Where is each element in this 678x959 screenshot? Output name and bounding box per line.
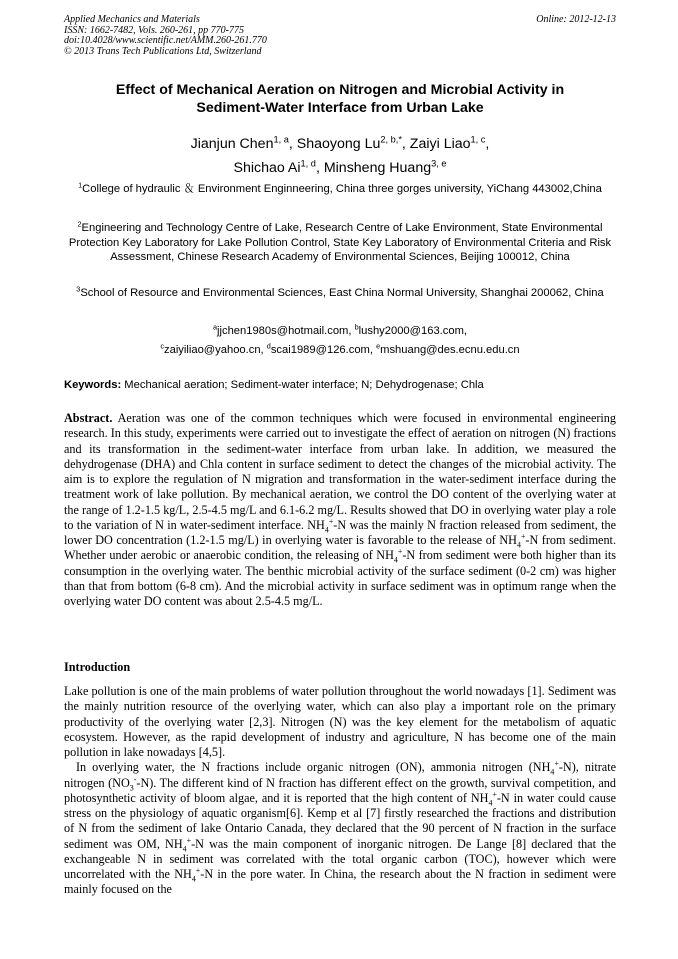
email-line-2	[64, 341, 616, 360]
title-line-1: Effect of Mechanical Aeration on Nitrogen and Microbial Activity in	[115, 82, 565, 98]
keywords-text: Mechanical aeration; Sediment-water interface; N; Dehydrogenase; Chla	[121, 379, 484, 391]
journal-header	[64, 15, 616, 57]
superscript: +	[520, 531, 526, 541]
author-name: Jianjun Chen	[190, 136, 274, 152]
author-separator: ,	[288, 136, 297, 152]
keywords-label: Keywords:	[64, 379, 122, 391]
author-name: Minsheng Huang	[323, 160, 432, 176]
subscript: 4	[182, 843, 187, 853]
email-mark: c	[160, 341, 164, 351]
affiliation-2	[64, 221, 616, 265]
affiliation-number: 2	[77, 219, 82, 229]
doi-line: doi:10.4028/www.scientific.net/AMM.260-261.770	[64, 35, 267, 47]
copyright-line: © 2013 Trans Tech Publications Ltd, Switzerland	[64, 45, 262, 57]
author-line-2	[64, 156, 616, 180]
email-address: scai1989@126.com,	[270, 344, 377, 356]
author-separator: ,	[401, 136, 410, 152]
author-affiliation-mark: 1, c	[470, 134, 486, 145]
paragraph-text: -N), nitrate nitrogen (NO	[64, 760, 616, 790]
subscript: 4	[550, 767, 555, 777]
author-name: Zaiyi Liao	[409, 136, 471, 152]
affiliation-number: 1	[78, 180, 83, 190]
abstract-text: -N from sediment. Whether under aerobic or anaerobic condition, the releasing of NH	[64, 533, 616, 563]
subscript: 4	[488, 798, 493, 808]
paragraph-text: In overlying water, the N fractions include organic nitrogen (ON), ammonia nitrogen (NH	[76, 760, 551, 775]
paragraph-text: -N in water could cause stress on the physiology of aquatic organism[6]. Kemp et al [7] firstly researched the fractions and distribution of N from the sediment of lake Ontario Canada, they declared that the 90 percent of N fraction in the surface sediment was OM, NH	[64, 790, 616, 851]
author-name: Shaoyong Lu	[296, 136, 381, 152]
author-affiliation-mark: 2, b,*	[380, 134, 402, 145]
affiliation-number: 3	[76, 284, 81, 294]
author-affiliation-mark: 3, e	[431, 158, 447, 169]
superscript: +	[492, 789, 497, 799]
superscript: -	[133, 774, 137, 784]
email-address: lushy2000@163.com,	[358, 325, 468, 337]
paragraph-text: -N in the pore water. In China, the research about the N fraction in sediment were mainly focused on the	[64, 867, 617, 897]
abstract-text: Aeration was one of the common techniques which were focused in environmental engineering research. In this study, experiments were carried out to investigate the effect of aeration on nitrogen (N) fractions and its transformation in the sediment-water interface from urban lake. In addition, we measured the dehydrogenase (DHA) and Chla content in surface sediment to detect the changes of the microbial activity. The aim is to explore the regulation of N migration and transformation in the water-sediment interface during the treatment work of lake pollution. By mechanical aeration, we control the DO content of the overlying water at the range of 1.2-1.5 kg/L, 2.5-4.5 mg/L and 6.1-6.2 mg/L. Results showed that DO in overlying water play a role to the variation of N in water-sediment interface. NH	[64, 411, 616, 532]
email-mark: b	[354, 322, 359, 332]
email-address: jjchen1980s@hotmail.com,	[217, 325, 355, 337]
keywords	[64, 378, 616, 392]
abstract	[64, 411, 616, 609]
abstract-text: -N was the mainly N fraction released from sediment, the lower DO concentration (1.2-1.5 mg/L) in overlying water is favorable to the release of NH	[64, 517, 616, 547]
abstract-text: -N from sediment were both higher than its consumption in the overlying water. The benthic microbial activity of the surface sediment (0-2 cm) was higher than that from bottom (6-8 cm). And the microbial activity in surface sediment was in optimum range when the overlying water DO content was about 2.5-4.5 mg/L.	[64, 548, 617, 608]
superscript: +	[397, 547, 403, 557]
author-separator: ,	[315, 160, 324, 176]
author-affiliation-mark: 1, a	[273, 134, 289, 145]
author-affiliation-mark: 1, d	[300, 158, 316, 169]
title-line-2: Sediment-Water Interface from Urban Lake	[196, 99, 484, 116]
introduction-body	[64, 684, 616, 898]
author-line-1	[64, 132, 616, 156]
online-date: Online: 2012-12-13	[536, 14, 616, 25]
email-line-1	[64, 322, 616, 341]
journal-name: Applied Mechanics and Materials	[64, 14, 200, 25]
intro-paragraph-2	[64, 760, 616, 897]
email-mark: d	[266, 341, 271, 351]
paragraph-text: -N was the main component of inorganic nitrogen. De Lange [8] declared that the exchangeable N in sediment was correlated with the total organic carbon (TOC), however which were uncorrelated with the NH	[64, 836, 616, 881]
issn-line: ISSN: 1662-7482, Vols. 260-261, pp 770-775	[64, 24, 244, 36]
paper-title	[64, 82, 616, 117]
subscript: 4	[324, 525, 329, 535]
email-mark: a	[212, 322, 217, 332]
author-name: Shichao Ai	[233, 160, 301, 176]
email-address: mshuang@des.ecnu.edu.cn	[380, 344, 520, 356]
subscript: 4	[191, 874, 196, 884]
superscript: +	[328, 516, 334, 526]
author-emails	[64, 322, 616, 360]
affiliation-text: Engineering and Technology Centre of Lake, Research Centre of Lake Environment, State Environmental Protection Key Laboratory for Lake Pollution Control, State Key Laboratory of Environmental Criteria and Risk Assessment, Chinese Research Academy of Environmental Sciences, Beijing 100012, China	[68, 222, 612, 264]
author-separator: ,	[485, 136, 490, 152]
abstract-label: Abstract.	[64, 411, 113, 425]
section-heading-introduction: Introduction	[64, 660, 131, 674]
author-list	[64, 132, 616, 180]
email-mark: e	[376, 341, 381, 351]
affiliation-text: College of hydraulic ＆ Environment Enginneering, China three gorges university, YiChang 443002,China	[82, 183, 602, 195]
affiliation-3	[64, 286, 616, 301]
subscript: 4	[516, 540, 521, 550]
paragraph-text: -N). The different kind of N fraction has different effect on the growth, survival competition, and photosynthetic activity of bloom algae, and it is reported that the high content of NH	[64, 775, 616, 805]
intro-paragraph-1: Lake pollution is one of the main problems of water pollution throughout the world nowadays [1]. Sediment was the mainly nutrition resource of the overlying water, which can also play a important role on the primary productivity of the overlying water [2,3]. Nitrogen (N) was the key element for the metabolism of aquatic ecosystem. However, as the rapid development of industry and agriculture, N has become one of the main pollution in lake nowadays [4,5].	[64, 684, 616, 759]
subscript: 3	[129, 782, 134, 792]
affiliation-1	[64, 182, 616, 197]
email-address: zaiyiliao@yahoo.cn,	[164, 344, 267, 356]
superscript: +	[195, 865, 201, 875]
subscript: 4	[393, 555, 398, 565]
superscript: +	[186, 835, 192, 845]
affiliation-text: School of Resource and Environmental Sciences, East China Normal University, Shanghai 200062, China	[80, 287, 604, 299]
superscript: +	[554, 759, 559, 769]
